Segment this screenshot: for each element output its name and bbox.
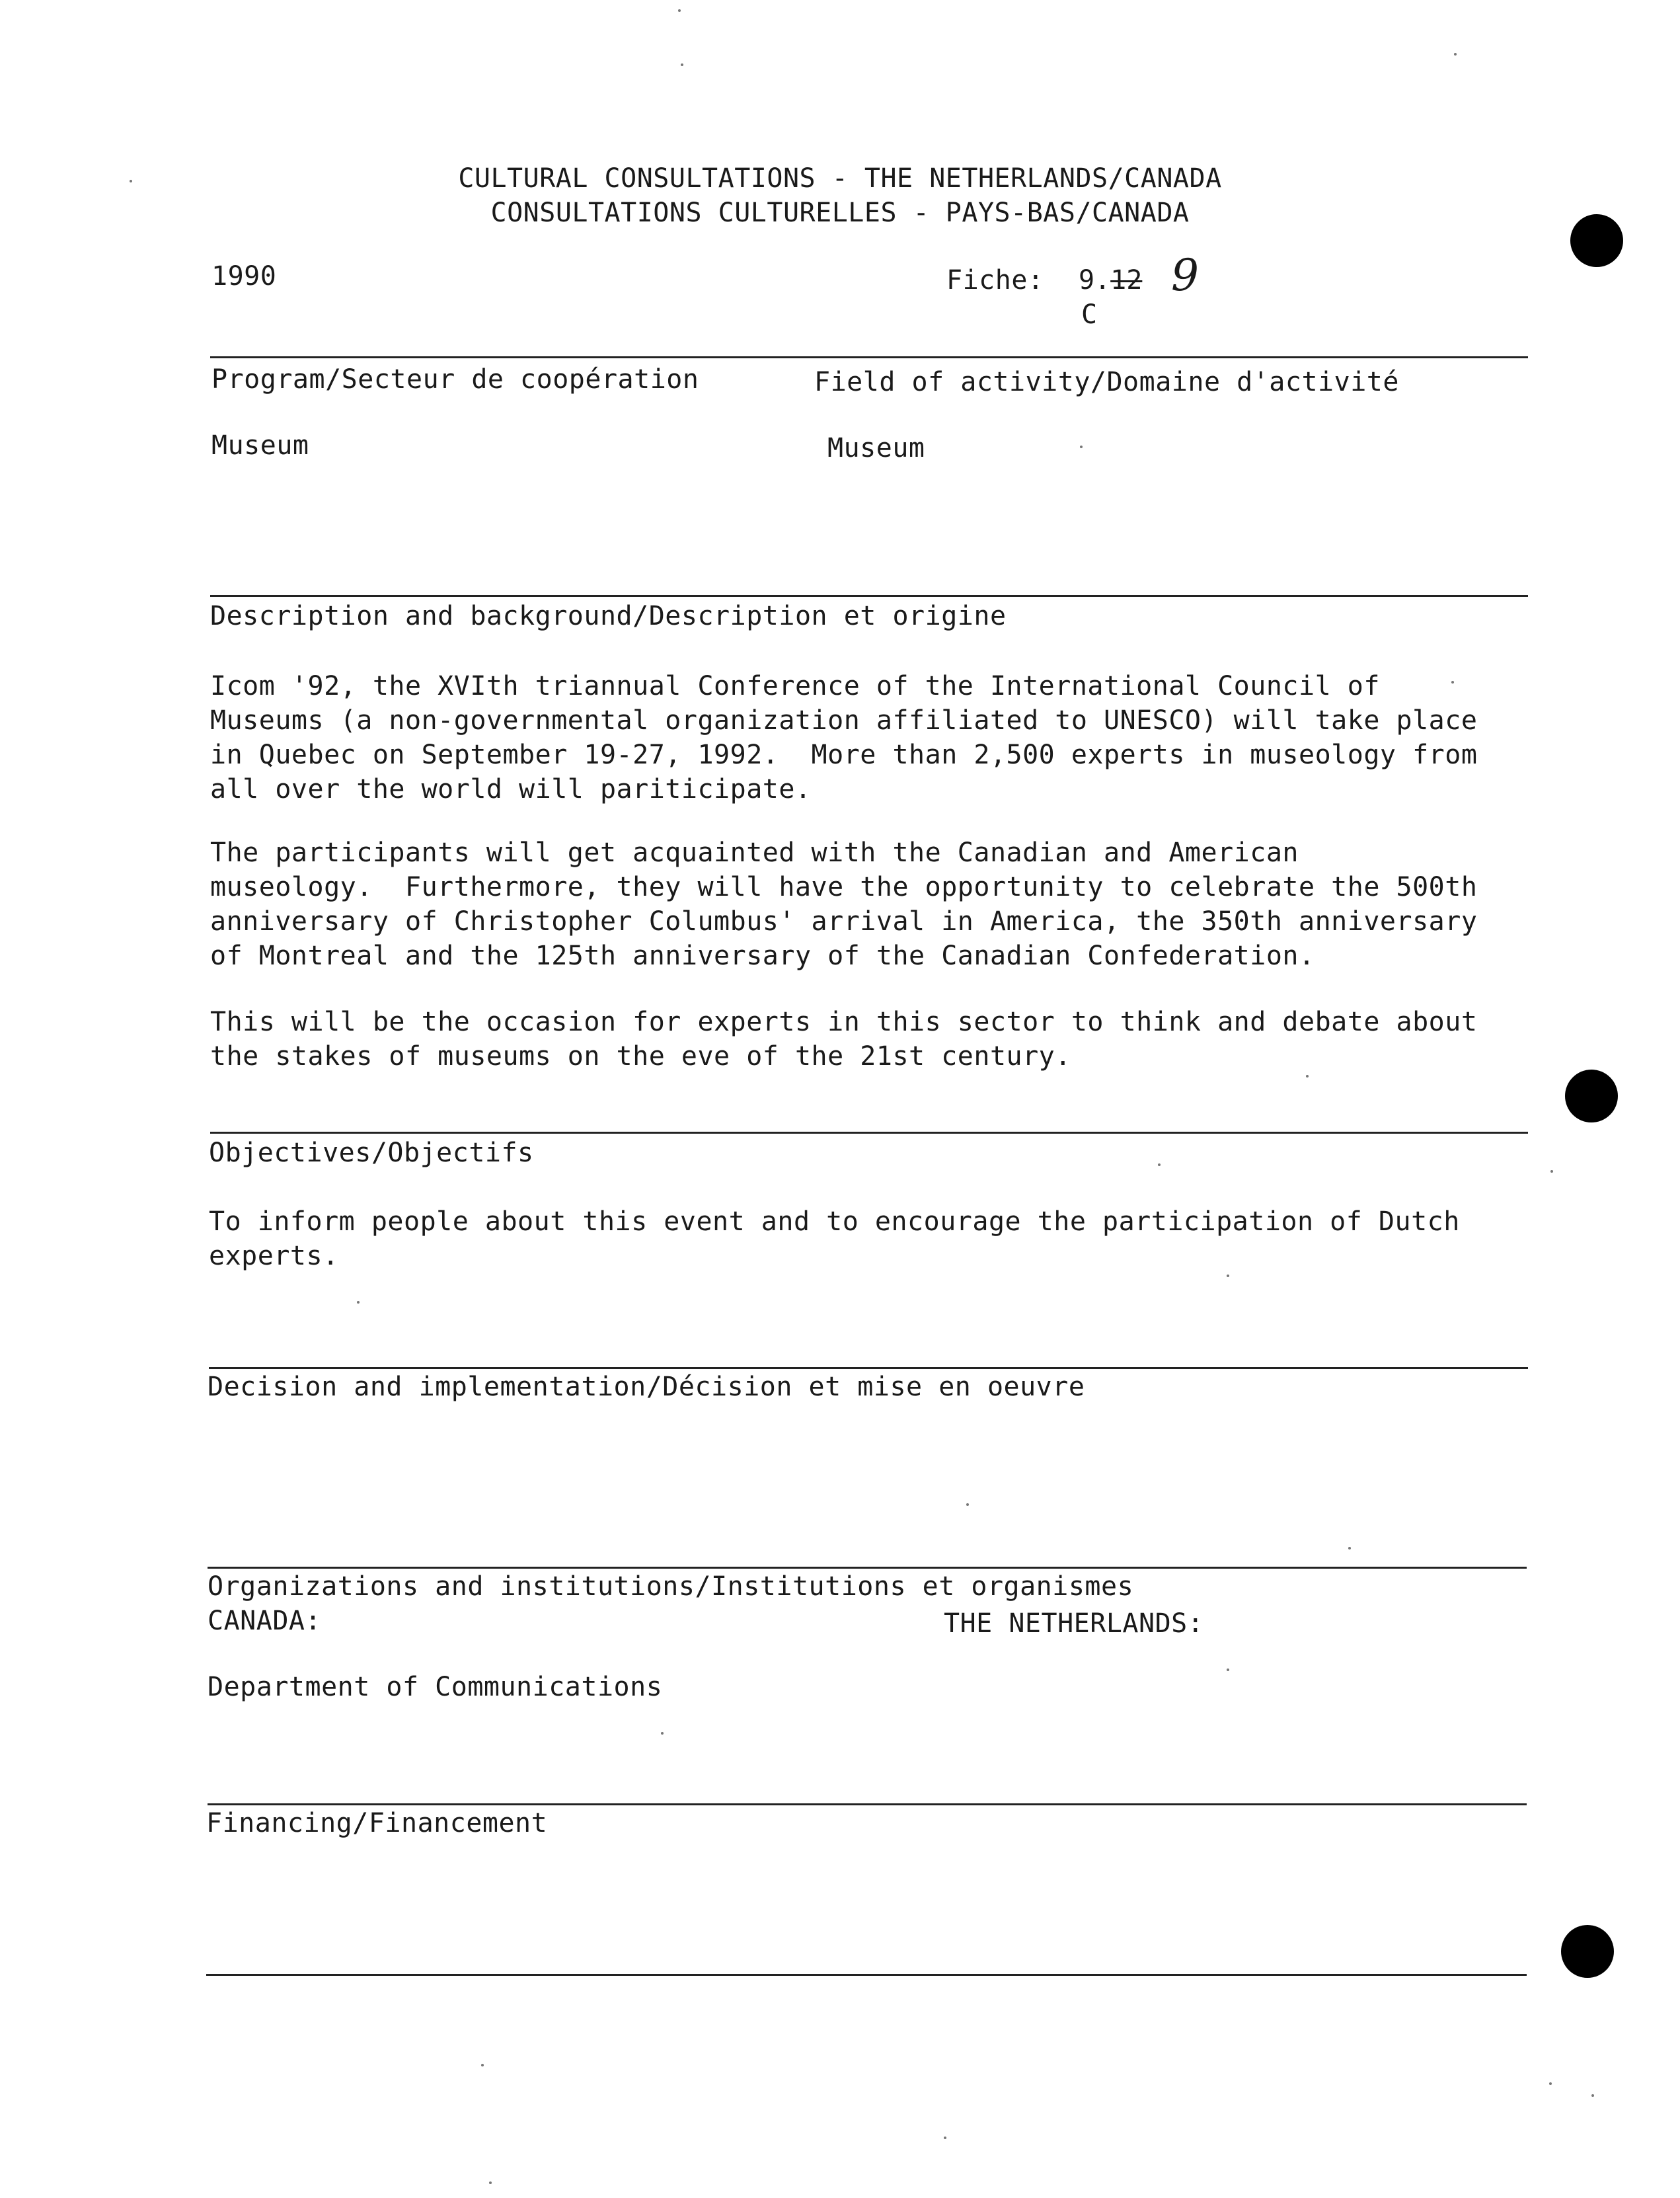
scan-speck [1227,1668,1229,1671]
description-paragraph: This will be the occasion for experts in this sector to think and debate about the stakes of museums on the eve of the 21st century. [210,1007,1478,1072]
divider [208,1803,1527,1805]
scan-speck [1306,1075,1309,1078]
fiche-label: Fiche: [946,265,1044,295]
scan-speck [481,2064,484,2066]
punch-hole [1561,1925,1614,1978]
scan-speck [489,2181,492,2184]
fiche-sub: C [1081,299,1098,330]
scan-speck [130,180,132,182]
canada-organization: Department of Communications [208,1672,663,1702]
divider [209,1367,1528,1369]
description-paragraph: The participants will get acquainted with the Canadian and American museology. Furthermore, they will have the opportunity to celebrate the 500th anniversary of Christopher Columbus' arrival in America, the 350th anniversary of Montreal and the 125th anniversary of the Canadian Confederation. [210,838,1478,971]
title-english: CULTURAL CONSULTATIONS - THE NETHERLANDS/CANADA [458,163,1222,194]
scan-speck [357,1301,360,1304]
punch-hole [1565,1070,1618,1122]
program-label: Program/Secteur de coopération [211,364,699,395]
scan-speck [944,2137,946,2139]
divider [206,1974,1527,1976]
fiche-number [1079,263,1142,297]
organizations-label: Organizations and institutions/Institutions et organismes [208,1571,1134,1602]
fiche-struck-number: 12 [1110,265,1143,295]
objectives-text: To inform people about this event and to encourage the participation of Dutch experts. [209,1206,1460,1271]
scan-speck [1080,446,1083,448]
fiche-handwritten-number: 9 [1171,250,1199,301]
scan-speck [1348,1547,1351,1550]
financing-label: Financing/Financement [206,1808,548,1838]
scan-speck [681,63,683,66]
netherlands-label: THE NETHERLANDS: [944,1608,1204,1639]
scan-speck [661,1732,664,1735]
scan-speck [1454,53,1457,56]
punch-hole [1570,214,1623,267]
scan-speck [678,9,681,12]
scan-speck [1227,1275,1229,1277]
scan-speck [1158,1163,1161,1166]
description-paragraph: Icom '92, the XVIth triannual Conference of the International Council of Museums (a non-governmental organization affiliated to UNESCO) will take place in Quebec on September 19-27, 1992. More than 2,500 experts in museology from all over the world will pariticipate. [210,671,1478,805]
divider [210,1132,1528,1134]
decision-label: Decision and implementation/Décision et mise en oeuvre [208,1372,1085,1402]
scan-speck [1451,681,1454,684]
divider [210,356,1528,358]
divider [210,595,1528,597]
description-label: Description and background/Description et origine [210,601,1007,631]
divider [208,1567,1527,1569]
scan-speck [966,1503,969,1506]
scan-speck [1550,1170,1553,1173]
objectives-label: Objectives/Objectifs [209,1138,534,1168]
scan-speck [1549,2082,1552,2085]
title-french: CONSULTATIONS CULTURELLES - PAYS-BAS/CANADA [490,198,1190,228]
fiche-prefix: 9. [1079,265,1111,295]
scan-speck [1591,2094,1594,2097]
field-label: Field of activity/Domaine d'activité [814,367,1399,397]
program-value: Museum [211,430,309,461]
field-value: Museum [827,433,925,463]
canada-label: CANADA: [208,1606,322,1636]
year: 1990 [211,261,277,292]
